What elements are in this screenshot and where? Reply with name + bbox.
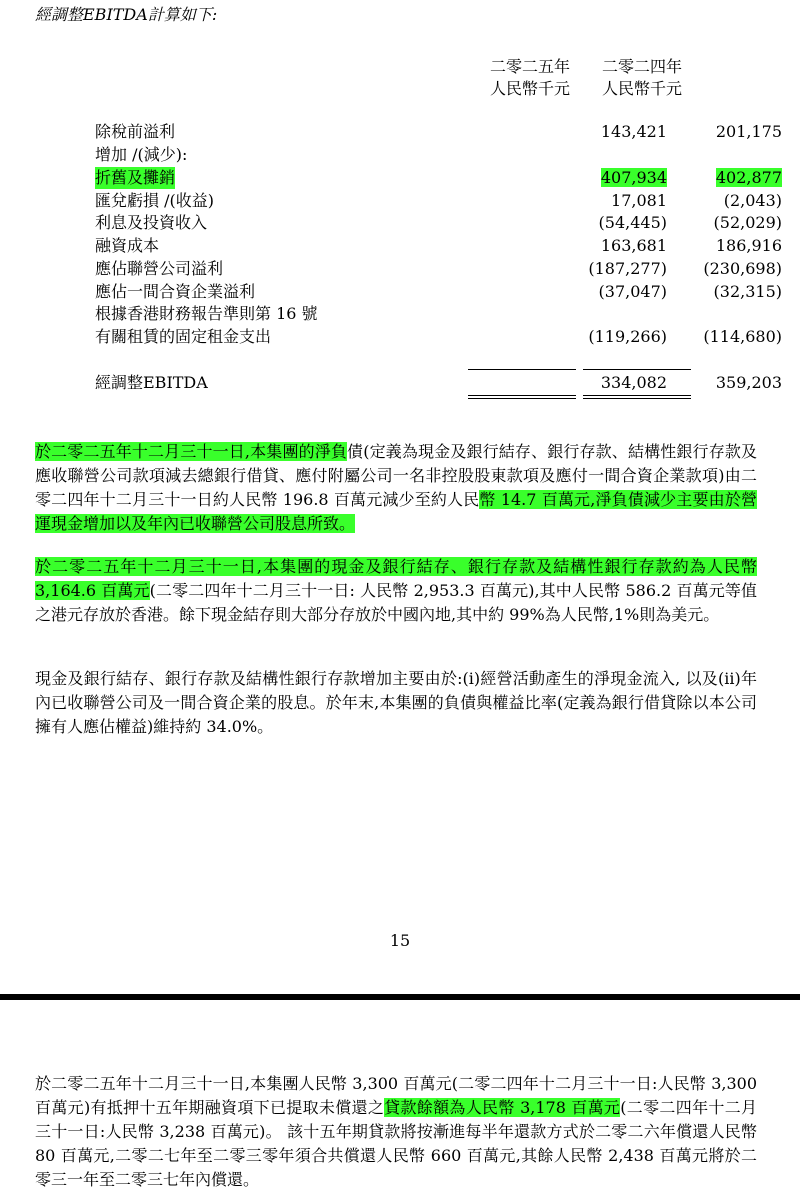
row-label: 增加 /(減少): xyxy=(95,145,188,164)
value-2024: (230,698) xyxy=(703,259,782,278)
row-label: 應佔聯營公司溢利 xyxy=(95,259,224,278)
row-label: 折舊及攤銷 xyxy=(95,168,176,187)
value-2025: (37,047) xyxy=(598,282,667,301)
value-2024: (52,029) xyxy=(713,213,782,232)
column-unit: 人民幣千元 xyxy=(601,79,682,98)
value-2025: 143,421 xyxy=(600,122,667,141)
column-year: 二零二四年 xyxy=(601,57,682,76)
table-row xyxy=(95,121,782,143)
table-row xyxy=(95,235,782,257)
value-2024: (32,315) xyxy=(713,282,782,301)
table-row xyxy=(95,212,782,234)
total-double-line xyxy=(468,395,576,396)
loan-paragraph xyxy=(35,1072,757,1192)
highlighted-value: 407,934 xyxy=(600,168,667,187)
row-label: 匯兌虧損 /(收益) xyxy=(95,191,214,210)
highlighted-text: 貸款餘額為人民幣 3,178 百萬元 xyxy=(384,1098,621,1117)
gearing-paragraph: 現金及銀行結存、銀行存款及結構性銀行存款增加主要由於:(i)經營活動產生的淨現金流入, 以及(ii)年內已收聯營公司及一間合資企業的股息。於年末,本集團的負債與權益比率(定義為銀行借貸除以本公司擁有人應佔權益)維持約 34.0%。 xyxy=(35,669,757,736)
value-2025: 17,081 xyxy=(611,191,667,210)
table-row xyxy=(95,326,782,348)
subtotal-line xyxy=(583,369,691,370)
total-2025: 334,082 xyxy=(600,373,667,392)
page-separator xyxy=(0,994,800,1000)
row-label: 融資成本 xyxy=(95,236,160,255)
table-row xyxy=(95,258,782,280)
highlighted-value: 402,877 xyxy=(715,168,782,187)
value-2025: (187,277) xyxy=(588,259,667,278)
row-label: 除稅前溢利 xyxy=(95,122,176,141)
row-label: 利息及投資收入 xyxy=(95,213,208,232)
row-label: 有關租賃的固定租金支出 xyxy=(95,327,272,346)
row-label: 根據香港財務報告準則第 16 號 xyxy=(95,304,318,323)
cash-paragraph xyxy=(35,555,757,627)
total-label: 經調整EBITDA xyxy=(95,373,208,392)
page-number: 15 xyxy=(389,931,411,950)
net-debt-paragraph xyxy=(35,440,757,536)
value-2024: (2,043) xyxy=(723,191,782,210)
table-row xyxy=(95,144,695,166)
total-2024: 359,203 xyxy=(715,373,782,392)
value-2025: 163,681 xyxy=(600,236,667,255)
total-row xyxy=(95,372,782,394)
column-year: 二零二五年 xyxy=(489,57,570,76)
paragraph-text: 債(定義為現金及銀行結存、銀行存款、結構性銀行存款及應收聯營公司款項減去總銀行借貸、應付附屬公司一名非控股股東款項及應付一間合資企業款項)由二零二四年十二月三十一日約人民幣 196.8 百萬元減少至約人民 xyxy=(35,442,757,509)
value-2025: (54,445) xyxy=(598,213,667,232)
subtotal-line xyxy=(468,369,576,370)
column-header-2024 xyxy=(592,56,692,100)
highlighted-text: 於二零二五年十二月三十一日,本集團的淨負 xyxy=(35,442,348,461)
table-row xyxy=(95,190,782,212)
paragraph-text: (二零二四年十二月三十一日:人民幣 3,238 百萬元)。 該十五年期貸款將按漸進每半年還款方式於二零二六年償還人民幣 80 百萬元,二零二七年至二零三零年須合共償還人民幣 660 百萬元,其餘人民幣 2,438 百萬元將於二零三一年至二零三七年內償還。 xyxy=(35,1098,758,1189)
column-header-2025 xyxy=(480,56,580,100)
paragraph-text: (二零二四年十二月三十一日: 人民幣 2,953.3 百萬元),其中人民幣 586.2 百萬元等值之港元存放於香港。餘下現金結存則大部分存放於中國內地,其中約 99%為人民幣,1%則為美元。 xyxy=(35,581,757,624)
table-row xyxy=(95,303,695,325)
column-unit: 人民幣千元 xyxy=(489,79,570,98)
highlighted-text: 幣 14.7 百萬元,淨負債減少主要由於營運現金增加以及年內已收聯營公司股息所致。 xyxy=(35,490,757,533)
total-double-line xyxy=(583,398,691,399)
total-double-line xyxy=(583,395,691,396)
table-row xyxy=(95,281,782,303)
total-double-line xyxy=(468,398,576,399)
table-row xyxy=(95,167,782,189)
highlighted-text: 於二零二五年十二月三十一日,本集團的現金及銀行結存、銀行存款及結構性銀行存款約為人民幣 3,164.6 百萬元 xyxy=(35,557,757,600)
value-2024 xyxy=(682,167,782,189)
row-label: 應佔一間合資企業溢利 xyxy=(95,282,256,301)
paragraph-text: 於二零二五年十二月三十一日,本集團人民幣 3,300 百萬元(二零二四年十二月三十一日:人民幣 3,300 百萬元)有抵押十五年期融資項下已提取未償還之 xyxy=(35,1074,757,1117)
value-2024: 186,916 xyxy=(715,236,782,255)
value-2025 xyxy=(567,167,667,189)
value-2025: (119,266) xyxy=(588,327,667,346)
value-2024: (114,680) xyxy=(703,327,782,346)
value-2024: 201,175 xyxy=(715,122,782,141)
intro-text: 經調整EBITDA計算如下: xyxy=(35,5,218,24)
